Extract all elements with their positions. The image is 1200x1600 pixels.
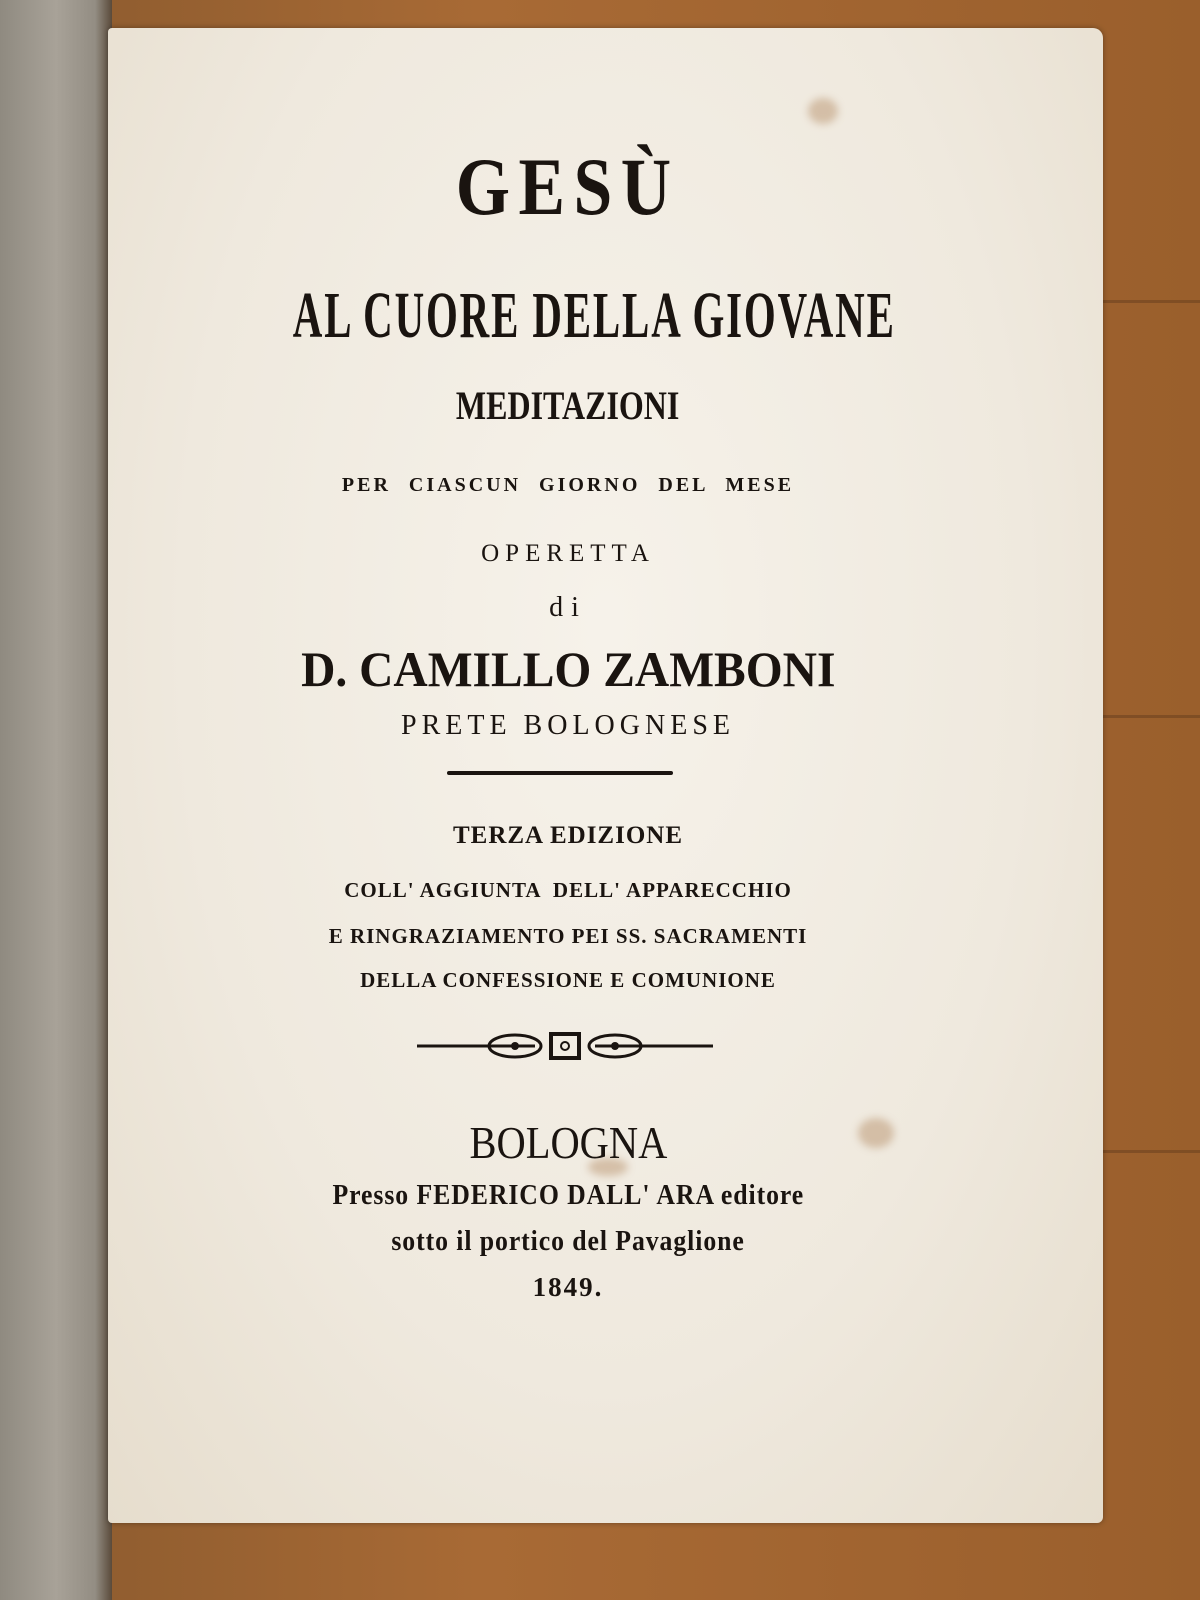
addition-text: DELLA CONFESSIONE E COMUNIONE [360,968,776,992]
city [108,1116,1028,1169]
edition [108,822,1028,850]
description-text: PER CIASCUN GIORNO DEL MESE [341,474,795,496]
addition-line [108,924,1028,949]
wood-grain [1100,715,1200,718]
publisher-text: Presso FEDERICO DALL' ARA editore [332,1180,804,1211]
ornament-icon [415,1030,715,1062]
address-text: sotto il portico del Pavaglione [391,1226,745,1257]
genre [108,382,1028,429]
author-text: D. CAMILLO ZAMBONI [300,641,836,697]
addition-text: COLL' AGGIUNTA DELL' APPARECCHIO [344,878,792,902]
wood-grain [1100,1150,1200,1153]
book-endpaper [0,0,112,1600]
by-line [108,592,1028,624]
subtitle-text: AL CUORE DELLA GIOVANE [292,279,896,352]
divider-rule [447,771,673,775]
by-text: di [549,592,587,623]
work-type-text: OPERETTA [481,540,655,567]
address [108,1226,1028,1258]
description [108,474,1028,497]
publisher [108,1180,1028,1212]
work-type [108,540,1028,568]
author-title-text: PRETE BOLOGNESE [401,710,735,741]
year [108,1272,1028,1303]
author-title [108,710,1028,742]
title-text: GESÙ [456,141,680,232]
addition-line [108,878,1028,903]
edition-text: TERZA EDIZIONE [452,822,684,849]
author [108,640,1028,698]
addition-line [108,968,1028,993]
wood-grain [1100,300,1200,303]
city-text: BOLOGNA [469,1117,667,1168]
book-title [108,140,1028,234]
addition-text: E RINGRAZIAMENTO PEI SS. SACRAMENTI [328,924,808,948]
book-subtitle [108,278,1028,354]
genre-text: MEDITAZIONI [456,383,680,428]
year-text: 1849. [532,1272,604,1302]
foxing-stain [808,98,838,124]
